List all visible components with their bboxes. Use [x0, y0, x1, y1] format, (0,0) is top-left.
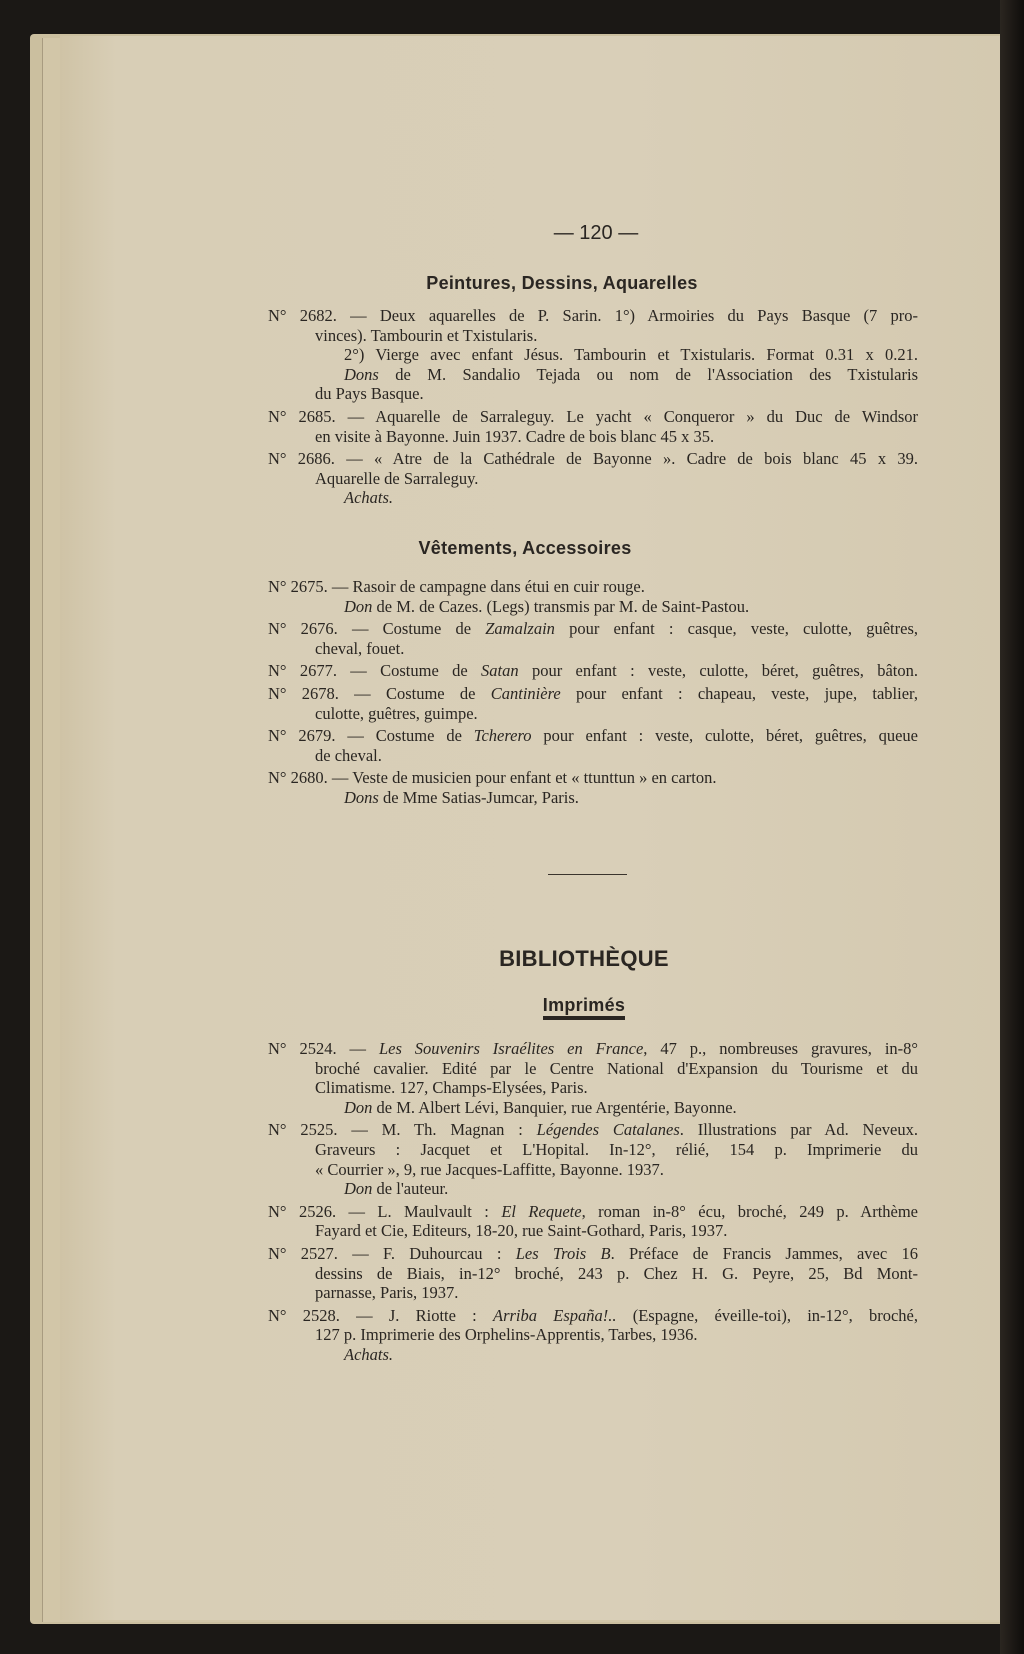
entry-text: Fayard et Cie, Editeurs, 18-20, rue Saint-Gothard, Paris, 1937.	[315, 1221, 728, 1241]
entry-line	[268, 1345, 918, 1365]
catalog-entry	[268, 1039, 918, 1117]
entry-text: de M. Sandalio Tejada ou nom de l'Association des Txistularis	[378, 364, 918, 384]
entry-text: 127 p. Imprimerie des Orphelins-Apprentis, Tarbes, 1936.	[315, 1325, 698, 1345]
entry-text: de M. Albert Lévi, Banquier, rue Argentérie, Bayonne.	[372, 1097, 737, 1117]
entry-italic-text: Don	[344, 1179, 373, 1199]
entry-italic-text: Zamalzain	[485, 619, 555, 639]
entry-italic-text: Arriba España!..	[493, 1305, 617, 1325]
entry-text: Climatisme. 127, Champs-Elysées, Paris.	[315, 1078, 588, 1098]
entry-text: pour enfant : veste, culotte, béret, guêtres, queue	[531, 726, 918, 746]
catalog-entry	[268, 306, 918, 404]
entry-line	[268, 597, 918, 617]
entry-text: du Pays Basque.	[315, 384, 424, 404]
entry-text: culotte, guêtres, guimpe.	[315, 703, 478, 723]
entry-text: N° 2676. — Costume de	[268, 619, 486, 639]
entry-line	[268, 1244, 918, 1264]
entry-text: de l'auteur.	[372, 1179, 449, 1199]
entry-text: broché cavalier. Edité par le Centre National d'Expansion du Tourisme et du	[315, 1058, 918, 1078]
entry-text: cheval, fouet.	[315, 638, 405, 658]
catalog-entry	[268, 661, 918, 681]
entry-line	[268, 704, 918, 724]
entry-line	[268, 1325, 918, 1345]
entry-text: N° 2682. — Deux aquarelles de P. Sarin. 1°) Armoiries du Pays Basque (7 pro-	[268, 306, 918, 325]
entry-line	[268, 427, 918, 447]
entry-line	[268, 365, 918, 385]
catalog-entry	[268, 577, 918, 616]
catalog-entry	[268, 1244, 918, 1303]
entry-text: pour enfant : chapeau, veste, jupe, tablier,	[560, 683, 918, 703]
entry-italic-text: Achats.	[344, 1344, 394, 1364]
section-heading-printed	[0, 995, 1024, 1016]
catalog-entry	[268, 1202, 918, 1241]
entry-line	[268, 1306, 918, 1326]
entry-text: N° 2527. — F. Duhourcau :	[268, 1243, 516, 1263]
entry-line	[268, 1098, 918, 1118]
entry-line	[268, 661, 918, 681]
entry-line	[268, 488, 918, 508]
entry-line	[268, 306, 918, 326]
entry-text: N° 2524. —	[268, 1039, 379, 1058]
section-heading-clothing: Vêtements, Accessoires	[418, 538, 632, 558]
library-title: BIBLIOTHÈQUE	[499, 946, 669, 971]
entry-text: , 47 p., nombreuses gravures, in-8°	[643, 1039, 919, 1058]
entry-italic-text: Les Trois B	[515, 1243, 611, 1263]
entry-line	[268, 1221, 918, 1241]
entry-text: dessins de Biais, in-12° broché, 243 p. Chez H. G. Peyre, 25, Bd Mont-	[315, 1263, 918, 1283]
entry-text: . Illustrations par Ad. Neveux.	[679, 1120, 918, 1140]
section-heading-paintings: Peintures, Dessins, Aquarelles	[426, 273, 698, 293]
entry-text: N° 2678. — Costume de	[268, 683, 491, 703]
entry-line	[268, 746, 918, 766]
entry-italic-text: Achats.	[344, 488, 394, 508]
entry-line	[268, 1120, 918, 1140]
entry-line	[268, 449, 918, 469]
entry-text: N° 2680. — Veste de musicien pour enfant et « ttunttun » en carton.	[268, 768, 717, 788]
entry-text: de cheval.	[315, 745, 382, 765]
entry-text: en visite à Bayonne. Juin 1937. Cadre de bois blanc 45 x 35.	[315, 426, 715, 446]
page-number: — 120 —	[553, 222, 639, 244]
entry-text: pour enfant : veste, culotte, béret, guêtres, bâton.	[518, 661, 919, 681]
entry-text: parnasse, Paris, 1937.	[315, 1283, 459, 1303]
entry-line	[268, 726, 918, 746]
entry-text: de Mme Satias-Jumcar, Paris.	[378, 787, 579, 807]
entry-text: N° 2528. — J. Riotte :	[268, 1305, 493, 1325]
catalog-entry	[268, 768, 918, 807]
entry-line	[268, 684, 918, 704]
catalog-entry	[268, 684, 918, 723]
entry-text: 2°) Vierge avec enfant Jésus. Tambourin et Txistularis. Format 0.31 x 0.21.	[344, 345, 918, 365]
entry-line	[268, 326, 918, 346]
entry-text: Graveurs : Jacquet et L'Hopital. In-12°, rélié, 154 p. Imprimerie du	[315, 1139, 918, 1159]
entry-line	[268, 1283, 918, 1303]
book-binding	[1000, 0, 1024, 1654]
entry-text: N° 2677. — Costume de	[268, 661, 482, 681]
entry-line	[268, 407, 918, 427]
catalog-entry	[268, 619, 918, 658]
entry-italic-text: El Requete	[501, 1201, 582, 1221]
entry-text: vinces). Tambourin et Txistularis.	[315, 325, 538, 345]
entry-italic-text: Don	[344, 1097, 373, 1117]
catalog-entry	[268, 449, 918, 508]
entry-italic-text: Légendes Catalanes	[536, 1120, 680, 1140]
entry-text: de M. de Cazes. (Legs) transmis par M. de Saint-Pastou.	[372, 596, 750, 616]
entry-line	[268, 384, 918, 404]
entry-italic-text: Satan	[481, 661, 519, 681]
entry-text: (Espagne, éveille-toi), in-12°, broché,	[616, 1305, 919, 1325]
entry-text: pour enfant : casque, veste, culotte, guêtres,	[554, 619, 918, 639]
entry-text: N° 2679. — Costume de	[268, 726, 474, 746]
catalog-entry	[268, 1120, 918, 1198]
entry-line	[268, 1059, 918, 1079]
entry-italic-text: Les Souvenirs Israélites en France	[378, 1039, 644, 1058]
entry-line	[268, 619, 918, 639]
section-heading-printed-text: Imprimés	[543, 995, 625, 1020]
entry-text: Aquarelle de Sarraleguy.	[315, 468, 479, 488]
catalog-entry	[268, 726, 918, 765]
entry-italic-text: Cantinière	[490, 683, 561, 703]
entry-line	[268, 1078, 918, 1098]
entry-italic-text: Dons	[344, 787, 379, 807]
entry-text: , roman in-8° écu, broché, 249 p. Arthème	[581, 1201, 919, 1221]
entry-line	[268, 345, 918, 365]
section-printed	[268, 1039, 918, 1368]
entry-text: N° 2526. — L. Maulvault :	[268, 1201, 502, 1221]
entry-line	[268, 788, 918, 808]
entry-line	[268, 1202, 918, 1222]
entry-line	[268, 577, 918, 597]
entry-italic-text: Dons	[344, 364, 379, 384]
entry-italic-text: Don	[344, 596, 373, 616]
entry-italic-text: Tcherero	[473, 726, 532, 746]
section-paintings	[268, 306, 918, 511]
entry-line	[268, 639, 918, 659]
entry-text: N° 2686. — « Atre de la Cathédrale de Bayonne ». Cadre de bois blanc 45 x 39.	[268, 449, 918, 469]
divider-rule	[548, 874, 627, 875]
entry-line	[268, 768, 918, 788]
entry-text: . Préface de Francis Jammes, avec 16	[610, 1243, 918, 1263]
entry-text: « Courrier », 9, rue Jacques-Laffitte, Bayonne. 1937.	[315, 1159, 664, 1179]
entry-line	[268, 1160, 918, 1180]
entry-text: N° 2675. — Rasoir de campagne dans étui en cuir rouge.	[268, 577, 645, 596]
entry-line	[268, 1039, 918, 1059]
catalog-entry	[268, 1306, 918, 1365]
entry-line	[268, 1140, 918, 1160]
entry-line	[268, 1179, 918, 1199]
catalog-entry	[268, 407, 918, 446]
section-clothing	[268, 577, 918, 811]
entry-line	[268, 1264, 918, 1284]
entry-line	[268, 469, 918, 489]
entry-text: N° 2685. — Aquarelle de Sarraleguy. Le yacht « Conqueror » du Duc de Windsor	[268, 406, 918, 426]
entry-text: N° 2525. — M. Th. Magnan :	[268, 1120, 537, 1140]
